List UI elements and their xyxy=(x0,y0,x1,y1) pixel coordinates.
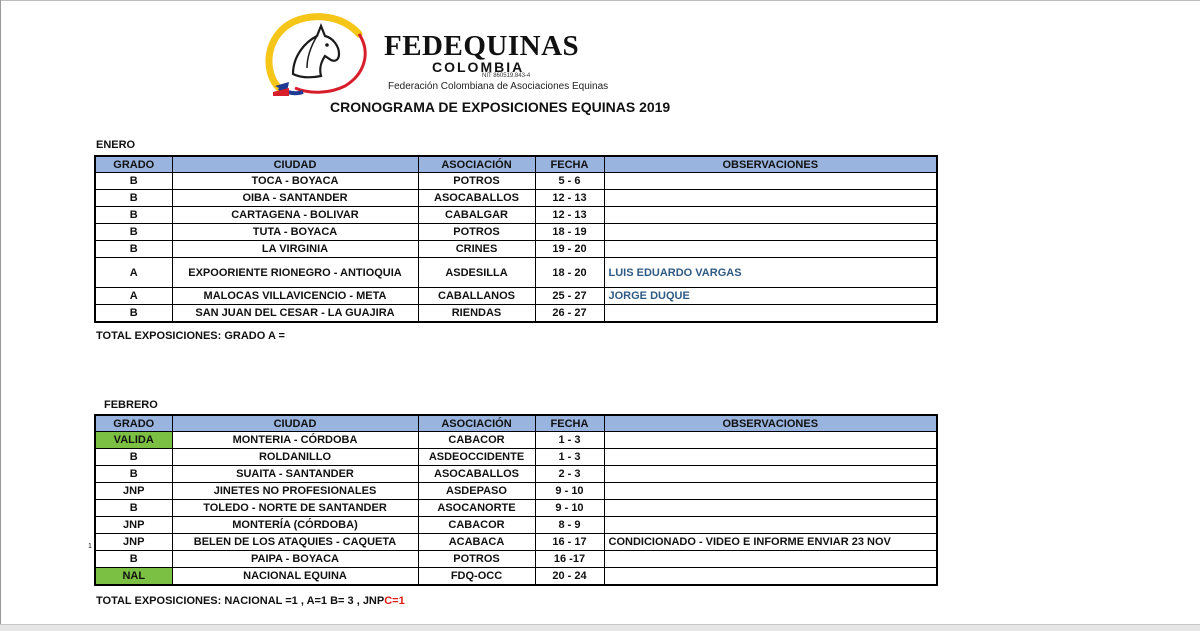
brand-nit: NIT 860519.843-4 xyxy=(482,73,531,79)
cell-asociacion: CRINES xyxy=(418,241,535,258)
cell-ciudad: SAN JUAN DEL CESAR - LA GUAJIRA xyxy=(172,305,418,323)
cell-fecha: 12 - 13 xyxy=(535,190,604,207)
cell-asociacion: ASOCABALLOS xyxy=(418,466,535,483)
table-row xyxy=(95,534,937,551)
cell-ciudad: EXPOORIENTE RIONEGRO - ANTIOQUIA xyxy=(172,258,418,288)
table-row xyxy=(95,466,937,483)
brand-country: COLOMBIA xyxy=(432,59,525,75)
cell-fecha: 2 - 3 xyxy=(535,466,604,483)
cell-ciudad: BELEN DE LOS ATAQUIES - CAQUETA xyxy=(172,534,418,551)
cell-grado: VALIDA xyxy=(95,432,172,449)
total-exposiciones-febrero xyxy=(96,596,405,607)
cell-asociacion: RIENDAS xyxy=(418,305,535,323)
table-row xyxy=(95,173,937,190)
cell-asociacion: ACABACA xyxy=(418,534,535,551)
cell-asociacion: ASDEPASO xyxy=(418,483,535,500)
column-header-asociacion: ASOCIACIÓN xyxy=(418,156,535,173)
cell-ciudad: PAIPA - BOYACA xyxy=(172,551,418,568)
table-row xyxy=(95,568,937,586)
column-header-observaciones: OBSERVACIONES xyxy=(604,156,937,173)
cell-fecha: 5 - 6 xyxy=(535,173,604,190)
table-row xyxy=(95,500,937,517)
cell-fecha: 1 - 3 xyxy=(535,432,604,449)
cell-observaciones xyxy=(604,568,937,586)
cell-grado: B xyxy=(95,190,172,207)
cell-fecha: 16 -17 xyxy=(535,551,604,568)
column-header-ciudad: CIUDAD xyxy=(172,156,418,173)
cell-observaciones: CONDICIONADO - VIDEO E INFORME ENVIAR 23 NOV xyxy=(604,534,937,551)
cell-ciudad: MALOCAS VILLAVICENCIO - META xyxy=(172,288,418,305)
cell-ciudad: MONTERIA - CÓRDOBA xyxy=(172,432,418,449)
cell-fecha: 8 - 9 xyxy=(535,517,604,534)
table-row xyxy=(95,305,937,323)
column-header-observaciones: OBSERVACIONES xyxy=(604,415,937,432)
cell-grado: B xyxy=(95,207,172,224)
total-exposiciones-enero: TOTAL EXPOSICIONES: GRADO A = xyxy=(96,330,285,342)
cell-observaciones: JORGE DUQUE xyxy=(604,288,937,305)
table-row xyxy=(95,551,937,568)
cell-observaciones xyxy=(604,305,937,323)
cell-grado: A xyxy=(95,288,172,305)
cell-fecha: 9 - 10 xyxy=(535,500,604,517)
cell-grado: NAL xyxy=(95,568,172,586)
cell-fecha: 9 - 10 xyxy=(535,483,604,500)
table-header-row xyxy=(95,156,937,173)
month-label-febrero: FEBRERO xyxy=(104,399,158,411)
table-header-row xyxy=(95,415,937,432)
cell-observaciones xyxy=(604,500,937,517)
cell-ciudad: JINETES NO PROFESIONALES xyxy=(172,483,418,500)
cell-observaciones xyxy=(604,551,937,568)
cell-ciudad: LA VIRGINIA xyxy=(172,241,418,258)
cell-fecha: 20 - 24 xyxy=(535,568,604,586)
cell-grado: B xyxy=(95,449,172,466)
cell-ciudad: TOCA - BOYACA xyxy=(172,173,418,190)
cell-asociacion: FDQ-OCC xyxy=(418,568,535,586)
cell-observaciones xyxy=(604,449,937,466)
cell-observaciones xyxy=(604,466,937,483)
cell-ciudad: CARTAGENA - BOLIVAR xyxy=(172,207,418,224)
cell-ciudad: ROLDANILLO xyxy=(172,449,418,466)
column-header-asociacion: ASOCIACIÓN xyxy=(418,415,535,432)
table-row xyxy=(95,241,937,258)
column-header-fecha: FECHA xyxy=(535,156,604,173)
cell-observaciones xyxy=(604,517,937,534)
cell-observaciones xyxy=(604,207,937,224)
schedule-table-enero xyxy=(94,155,938,323)
cell-observaciones xyxy=(604,432,937,449)
cell-ciudad: MONTERÍA (CÓRDOBA) xyxy=(172,517,418,534)
table-row xyxy=(95,190,937,207)
column-header-fecha: FECHA xyxy=(535,415,604,432)
total-text-red: C=1 xyxy=(384,595,405,607)
table-row xyxy=(95,483,937,500)
cell-ciudad: NACIONAL EQUINA xyxy=(172,568,418,586)
cell-grado: B xyxy=(95,241,172,258)
cell-grado: B xyxy=(95,500,172,517)
cell-asociacion: ASOCABALLOS xyxy=(418,190,535,207)
cell-grado: B xyxy=(95,173,172,190)
cell-grado: JNP xyxy=(95,483,172,500)
cell-observaciones xyxy=(604,190,937,207)
column-header-grado: GRADO xyxy=(95,415,172,432)
cell-ciudad: SUAITA - SANTANDER xyxy=(172,466,418,483)
cell-fecha: 18 - 19 xyxy=(535,224,604,241)
column-header-grado: GRADO xyxy=(95,156,172,173)
document-title: CRONOGRAMA DE EXPOSICIONES EQUINAS 2019 xyxy=(330,99,671,115)
brand-name: FEDEQUINAS xyxy=(384,30,580,62)
table-row xyxy=(95,224,937,241)
cell-grado: B xyxy=(95,305,172,323)
cell-asociacion: CABALLANOS xyxy=(418,288,535,305)
month-label-enero: ENERO xyxy=(96,139,136,151)
column-header-ciudad: CIUDAD xyxy=(172,415,418,432)
table-row xyxy=(95,288,937,305)
cell-observaciones xyxy=(604,173,937,190)
cell-grado: B xyxy=(95,466,172,483)
cell-fecha: 12 - 13 xyxy=(535,207,604,224)
cell-asociacion: CABACOR xyxy=(418,517,535,534)
cell-asociacion: ASDESILLA xyxy=(418,258,535,288)
brand-federation: Federación Colombiana de Asociaciones Equinas xyxy=(388,81,609,92)
table-row xyxy=(95,258,937,288)
cell-observaciones: LUIS EDUARDO VARGAS xyxy=(604,258,937,288)
cell-asociacion: POTROS xyxy=(418,173,535,190)
cell-fecha: 26 - 27 xyxy=(535,305,604,323)
cell-ciudad: TUTA - BOYACA xyxy=(172,224,418,241)
total-text: TOTAL EXPOSICIONES: NACIONAL =1 , A=1 B= 3 , JNP xyxy=(96,595,385,607)
cell-ciudad: TOLEDO - NORTE DE SANTANDER xyxy=(172,500,418,517)
frame-left-border xyxy=(0,0,1,630)
cell-asociacion: CABALGAR xyxy=(418,207,535,224)
cell-asociacion: POTROS xyxy=(418,224,535,241)
cell-fecha: 18 - 20 xyxy=(535,258,604,288)
cell-fecha: 1 - 3 xyxy=(535,449,604,466)
cell-grado: B xyxy=(95,224,172,241)
cell-observaciones xyxy=(604,224,937,241)
cell-observaciones xyxy=(604,241,937,258)
cell-grado: A xyxy=(95,258,172,288)
row-marker: 1 xyxy=(88,543,92,550)
table-row xyxy=(95,449,937,466)
cell-asociacion: ASOCANORTE xyxy=(418,500,535,517)
cell-grado: B xyxy=(95,551,172,568)
table-row xyxy=(95,207,937,224)
cell-asociacion: ASDEOCCIDENTE xyxy=(418,449,535,466)
cell-observaciones xyxy=(604,483,937,500)
fedequinas-logo xyxy=(259,12,371,96)
cell-fecha: 16 - 17 xyxy=(535,534,604,551)
cell-fecha: 19 - 20 xyxy=(535,241,604,258)
table-row xyxy=(95,517,937,534)
cell-grado: JNP xyxy=(95,534,172,551)
schedule-table-febrero xyxy=(94,414,938,586)
cell-ciudad: OIBA - SANTANDER xyxy=(172,190,418,207)
table-row xyxy=(95,432,937,449)
cell-grado: JNP xyxy=(95,517,172,534)
frame-top-border xyxy=(0,0,1200,1)
cell-asociacion: CABACOR xyxy=(418,432,535,449)
cell-asociacion: POTROS xyxy=(418,551,535,568)
cell-fecha: 25 - 27 xyxy=(535,288,604,305)
